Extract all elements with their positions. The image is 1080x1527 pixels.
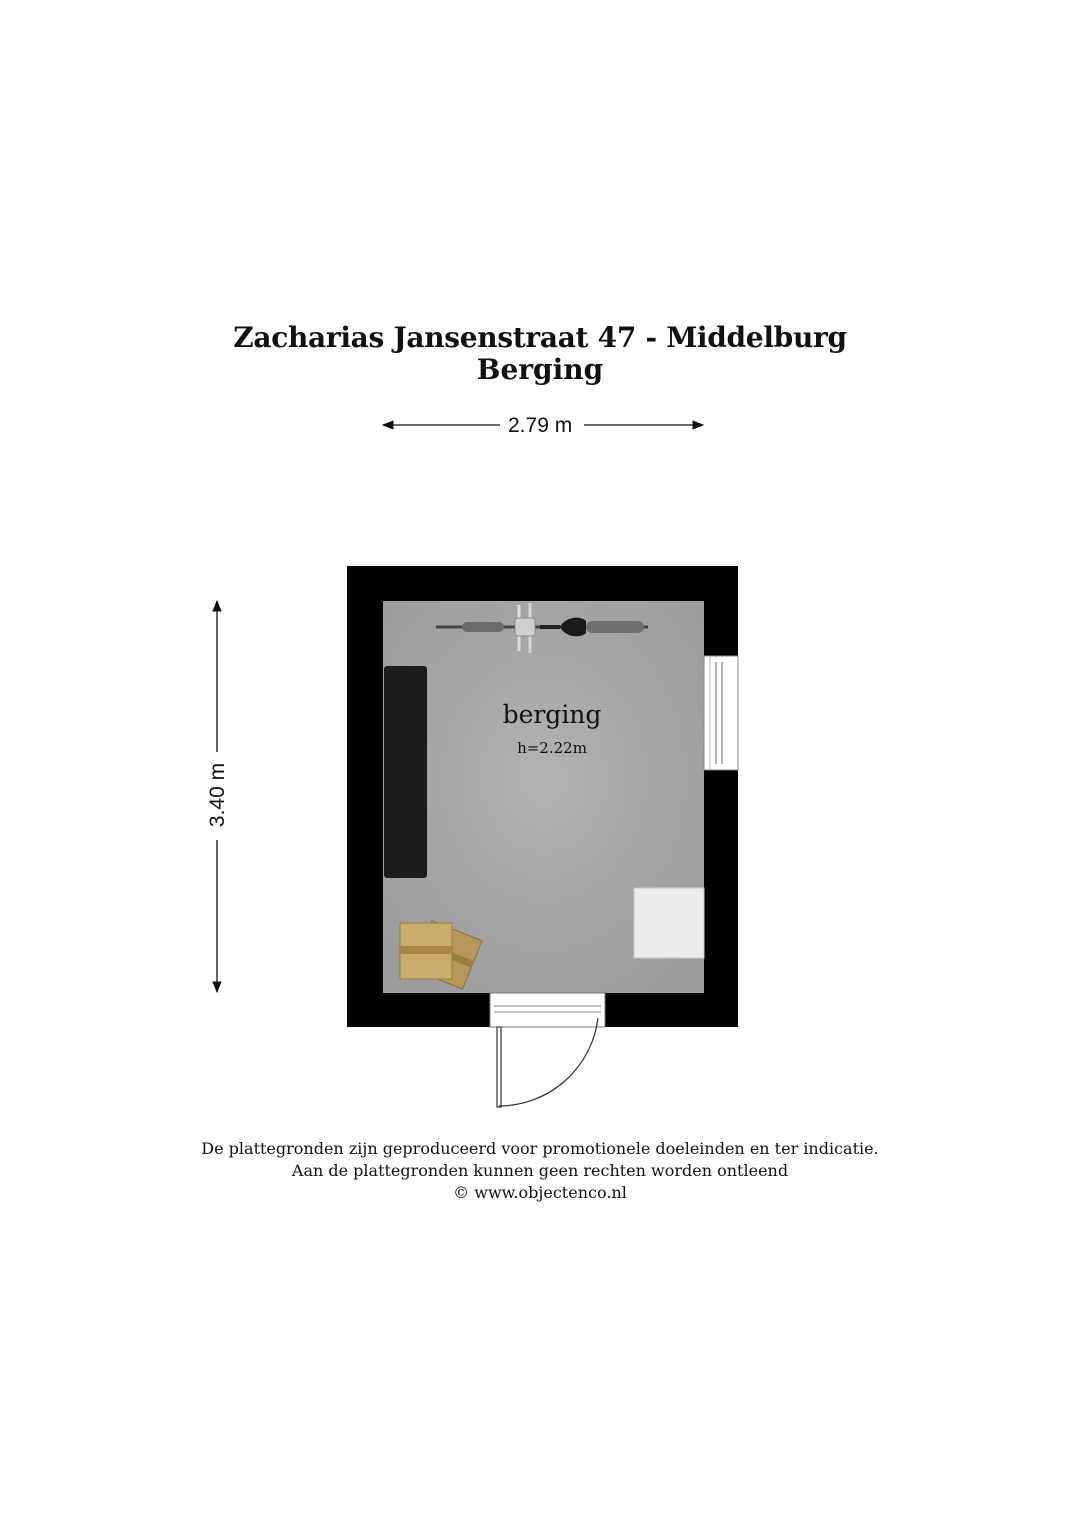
appliance xyxy=(634,888,704,958)
disclaimer-line-1: De plattegronden zijn geproduceerd voor promotionele doeleinden en ter indicatie. xyxy=(201,1139,879,1158)
door xyxy=(490,993,605,1107)
storage-cabinet xyxy=(384,666,427,878)
plan-title: Zacharias Jansenstraat 47 - Middelburg xyxy=(233,321,847,354)
window xyxy=(704,656,738,770)
plan-subtitle: Berging xyxy=(476,353,604,386)
room-name: berging xyxy=(502,700,602,729)
copyright-line: © www.objectenco.nl xyxy=(453,1183,627,1202)
height-label: 3.40 m xyxy=(206,757,230,833)
room-ceiling-height: h=2.22m xyxy=(517,739,587,757)
disclaimer-line-2: Aan de plattegronden kunnen geen rechten worden ontleend xyxy=(291,1161,789,1180)
width-label: 2.79 m xyxy=(502,414,578,438)
